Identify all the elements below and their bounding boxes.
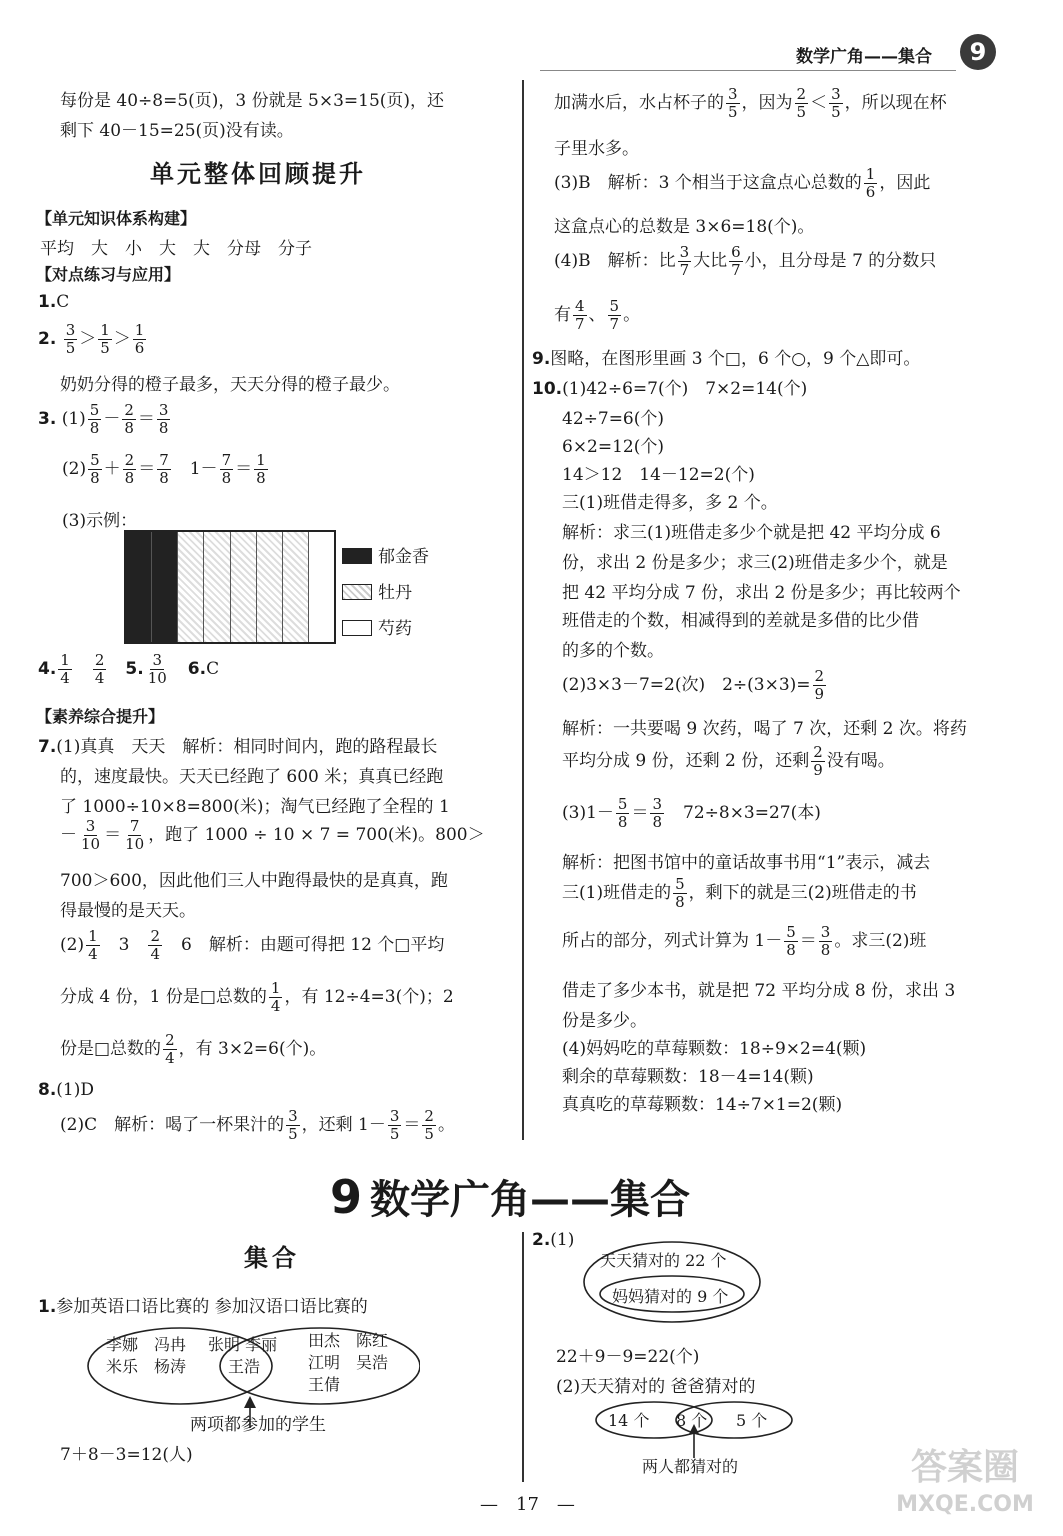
q10-part-3-analysis-4: 借走了多少本书，就是把 72 平均分成 8 份，求出 3 xyxy=(562,981,956,1001)
q10-line-8: 把 42 平均分成 7 份，求出 2 份是多少；再比较两个 xyxy=(562,583,961,603)
q7-line-1: 7.(1)真真 天天 解析：相同时间内，跑的路程最长 xyxy=(38,737,438,757)
q10-line-9: 班借走的个数，相减得到的差就是多借的比少借 xyxy=(562,611,919,631)
fraction: $\frac{7}{10}$ xyxy=(125,817,145,853)
overlap-arrow-label: 两人都猜对的 xyxy=(642,1457,739,1476)
outer-set-label: 天天猜对的 22 个 xyxy=(600,1251,727,1270)
q10-part-3: (3)1－ $\frac{5}{8}$ ＝ $\frac{3}{8}$ 72÷8×3=27(本) xyxy=(562,795,821,831)
right-line-4: 这盒点心的总数是 3×6=18(个)。 xyxy=(554,217,815,237)
chapter-badge-icon xyxy=(960,34,996,70)
venn-arrow-label: 两项都参加的学生 xyxy=(190,1415,326,1435)
q10-line-7: 份，求出 2 份是多少；求三(2)班借走多少个，就是 xyxy=(562,553,948,573)
fraction: $\frac{2}{4}$ xyxy=(94,651,105,687)
tag-knowledge: 【单元知识体系构建】 xyxy=(36,209,197,228)
q10-line-10: 的多的个数。 xyxy=(562,641,664,661)
bl-q1: 1.参加英语口语比赛的 参加汉语口语比赛的 xyxy=(38,1297,368,1317)
fraction: $\frac{2}{4}$ xyxy=(150,927,161,963)
q3-1: 3. (1) $\frac{5}{8}$ － $\frac{2}{8}$ ＝ $\frac{3}{8}$ xyxy=(38,401,169,437)
q10-part-2-analysis: 解析：一共要喝 9 次药，喝了 7 次，还剩 2 次。将药 xyxy=(562,719,967,739)
q8-part-2: (2)C 解析：喝了一杯果汁的 $\frac{3}{5}$ ，还剩 1－ $\frac{3}{5}$ ＝ $\frac{2}{5}$ 。 xyxy=(60,1107,455,1143)
left-line-2: 剩下 40－15=25(页)没有读。 xyxy=(60,121,294,141)
right-line-6: 有 $\frac{4}{7}$ 、 $\frac{5}{7}$ 。 xyxy=(554,297,641,333)
fraction: $\frac{3}{7}$ xyxy=(679,243,690,279)
chapter-badge-number: 9 xyxy=(969,38,987,66)
overlap-value: 8 个 xyxy=(676,1411,708,1430)
left-line-1: 每份是 40÷8=5(页)，3 份就是 5×3=15(页)，还 xyxy=(60,91,445,111)
q10-part-4-line-1: (4)妈妈吃的草莓颗数：18÷9×2=4(颗) xyxy=(562,1039,867,1059)
venn-left-names: 李娜 冯冉 米乐 杨涛 xyxy=(106,1335,187,1376)
fraction: $\frac{7}{8}$ xyxy=(221,451,232,487)
section-title: 单元整体回顾提升 xyxy=(150,160,366,188)
q7-line-6: 得最慢的是天天。 xyxy=(60,901,196,921)
br-q2: 2.(1) xyxy=(532,1230,575,1250)
q10-part-4-line-2: 剩余的草莓颗数：18－4=14(颗) xyxy=(562,1067,814,1087)
q10-part-3-analysis-2: 三(1)班借走的 $\frac{5}{8}$ ，剩下的就是三(2)班借走的书 xyxy=(562,875,917,911)
fraction: $\frac{3}{8}$ xyxy=(652,795,662,831)
bl-equation: 7＋8－3=12(人) xyxy=(60,1445,193,1465)
legend-peony: 牡丹 xyxy=(342,578,412,603)
fraction: $\frac{5}{8}$ xyxy=(786,923,796,959)
fraction: $\frac{1}{4}$ xyxy=(88,927,98,963)
q10-line-2: 42÷7=6(个) xyxy=(562,409,665,429)
q10-part-3-analysis-3: 所占的部分，列式计算为 1－ $\frac{5}{8}$ ＝ $\frac{3}{8}$ 。求三(2)班 xyxy=(562,923,927,959)
q3-num: 3. xyxy=(38,409,57,429)
knowledge-words: 平均 大 小 大 大 分母 分子 xyxy=(40,239,312,259)
fraction: $\frac{4}{7}$ xyxy=(575,297,585,333)
q10-line-3: 6×2=12(个) xyxy=(562,437,665,457)
fraction: $\frac{2}{4}$ xyxy=(165,1031,175,1067)
fraction: $\frac{6}{7}$ xyxy=(731,243,741,279)
fraction: $\frac{2}{9}$ xyxy=(814,667,825,703)
fraction: $\frac{2}{8}$ xyxy=(124,451,135,487)
page-number: — 17 — xyxy=(480,1494,575,1515)
q1-num: 1. xyxy=(38,292,57,312)
venn-middle-names: 张明 李丽 王浩 xyxy=(208,1335,278,1376)
fraction: $\frac{5}{8}$ xyxy=(675,875,685,911)
q9: 9.图略，在图形里画 3 个□，6 个○，9 个△即可。 xyxy=(532,349,921,369)
q3-3: (3)示例： xyxy=(62,511,138,531)
q7-line-5: 700＞600，因此他们三人中跑得最快的是真真，跑 xyxy=(60,871,448,891)
q7-part-2-line-3: 份是□总数的 $\frac{2}{4}$ ，有 3×2=6(个)。 xyxy=(60,1031,327,1067)
header-title: 数学广角——集合 xyxy=(796,47,932,67)
right-line-1: 加满水后，水占杯子的 $\frac{3}{5}$ ，因为 $\frac{2}{5}$ ＜ $\frac{3}{5}$ ，所以现在杯 xyxy=(554,85,947,121)
arrow-up-icon xyxy=(244,1396,256,1408)
right-line-3: (3)B 解析：3 个相当于这盒点心总数的 $\frac{1}{6}$ ，因此 xyxy=(554,165,931,201)
column-divider xyxy=(522,80,524,1140)
q7-part-2: (2) $\frac{1}{4}$ 3 $\frac{2}{4}$ 6 解析：由题可得把 12 个□平均 xyxy=(60,927,445,963)
fraction: $\frac{2}{8}$ xyxy=(124,401,134,437)
chapter-heading xyxy=(330,1168,690,1225)
right-line-5: (4)B 解析：比 $\frac{3}{7}$ 大比 $\frac{6}{7}$ 小，且分母是 7 的分数只 xyxy=(554,243,937,279)
fraction: $\frac{3}{10}$ xyxy=(81,817,101,853)
fraction: $\frac{2}{5}$ xyxy=(796,85,807,121)
q10-line-1: 10.(1)42÷6=7(个) 7×2=14(个) xyxy=(532,379,808,399)
fraction: $\frac{3}{5}$ xyxy=(65,321,76,357)
fraction: $\frac{3}{10}$ xyxy=(147,651,167,687)
inner-set-label: 妈妈猜对的 9 个 xyxy=(612,1287,729,1306)
q2: 2. $\frac{3}{5}$ ＞ $\frac{1}{5}$ ＞ $\frac{1}{6}$ xyxy=(38,321,145,357)
watermark-logo: 答案圈 MXQE.COM xyxy=(896,1447,1034,1517)
q10-line-5: 三(1)班借走得多，多 2 个。 xyxy=(562,493,778,513)
q10-part-2-analysis-2: 平均分成 9 份，还剩 2 份，还剩 $\frac{2}{9}$ 没有喝。 xyxy=(562,743,895,779)
q1 xyxy=(38,292,69,312)
tag-practice: 【对点练习与应用】 xyxy=(36,265,181,284)
header-rule xyxy=(540,70,956,71)
chapter-title: 数学广角——集合 xyxy=(370,1177,691,1223)
fraction: $\frac{1}{4}$ xyxy=(270,979,281,1015)
fraction: $\frac{1}{5}$ xyxy=(100,321,110,357)
q7-line-4: － $\frac{3}{10}$ ＝ $\frac{7}{10}$ ，跑了 1000 ÷ 10 × 7 = 700(米)。800＞ xyxy=(60,817,485,853)
q10-line-6: 解析：求三(1)班借走多少个就是把 42 平均分成 6 xyxy=(562,523,941,543)
fraction: $\frac{3}{5}$ xyxy=(288,1107,298,1143)
legend-tulip: 郁金香 xyxy=(342,542,429,567)
fraction: $\frac{5}{8}$ xyxy=(617,795,628,831)
fraction: $\frac{3}{8}$ xyxy=(820,923,831,959)
fraction: $\frac{2}{5}$ xyxy=(424,1107,434,1143)
fraction: $\frac{3}{5}$ xyxy=(389,1107,400,1143)
q10-line-4: 14＞12 14－12=2(个) xyxy=(562,465,755,485)
venn-right-names: 田杰 陈红 江明 吴浩 王倩 xyxy=(308,1331,389,1394)
right-only-value: 5 个 xyxy=(736,1411,768,1430)
bottom-column-divider xyxy=(522,1232,524,1482)
fraction: $\frac{3}{5}$ xyxy=(728,85,738,121)
fraction: $\frac{5}{8}$ xyxy=(89,401,100,437)
chapter-number: 9 xyxy=(330,1170,363,1224)
fraction: $\frac{3}{8}$ xyxy=(158,401,169,437)
q7-part-2-line-2: 分成 4 份，1 份是□总数的 $\frac{1}{4}$ ，有 12÷4=3(个)；2 xyxy=(60,979,454,1015)
q7-line-3: 了 1000÷10×8=800(米)；淘气已经跑了全程的 1 xyxy=(60,797,450,817)
tag-literacy: 【素养综合提升】 xyxy=(36,707,165,726)
br-q2-part-2: (2)天天猜对的 爸爸猜对的 xyxy=(556,1377,756,1397)
fraction: $\frac{2}{9}$ xyxy=(813,743,823,779)
br-equation: 22＋9－9=22(个) xyxy=(556,1347,700,1367)
q3-2: (2) $\frac{5}{8}$ ＋ $\frac{2}{8}$ ＝ $\frac{7}{8}$ 1－ $\frac{7}{8}$ ＝ $\frac{1}{8}$ xyxy=(62,451,266,487)
fraction-bar-diagram xyxy=(124,530,336,644)
q10-part-4-line-3: 真真吃的草莓颗数：14÷7×1=2(颗) xyxy=(562,1095,843,1115)
fraction: $\frac{7}{8}$ xyxy=(159,451,169,487)
fraction: $\frac{1}{6}$ xyxy=(865,165,876,201)
fraction: $\frac{5}{7}$ xyxy=(609,297,620,333)
fraction: $\frac{5}{8}$ xyxy=(90,451,100,487)
q10-part-3-analysis: 解析：把图书馆中的童话故事书用“1”表示，减去 xyxy=(562,853,931,873)
fraction: $\frac{3}{5}$ xyxy=(831,85,841,121)
legend-herbaceous-peony: 芍药 xyxy=(342,614,412,639)
q1-answer: C xyxy=(56,292,70,312)
right-line-2: 子里水多。 xyxy=(554,139,639,159)
fraction: $\frac{1}{8}$ xyxy=(256,451,266,487)
q7-line-2: 的，速度最快。天天已经跑了 600 米；真真已经跑 xyxy=(60,767,444,787)
q4-q6: 4. $\frac{1}{4}$ $\frac{2}{4}$ 5. $\frac{3}{10}$ 6.C xyxy=(38,651,220,687)
sub-title: 集合 xyxy=(244,1244,300,1272)
q10-part-3-analysis-5: 份是多少。 xyxy=(562,1011,647,1031)
q2-num: 2. xyxy=(38,329,57,349)
q10-part-2: (2)3×3－7=2(次) 2÷(3×3)= $\frac{2}{9}$ xyxy=(562,667,825,703)
left-only-value: 14 个 xyxy=(608,1411,650,1430)
fraction: $\frac{1}{4}$ xyxy=(60,651,70,687)
q8-part-1: 8.(1)D xyxy=(38,1080,95,1100)
q2-text: 奶奶分得的橙子最多，天天分得的橙子最少。 xyxy=(60,375,400,395)
fraction: $\frac{1}{6}$ xyxy=(134,321,145,357)
